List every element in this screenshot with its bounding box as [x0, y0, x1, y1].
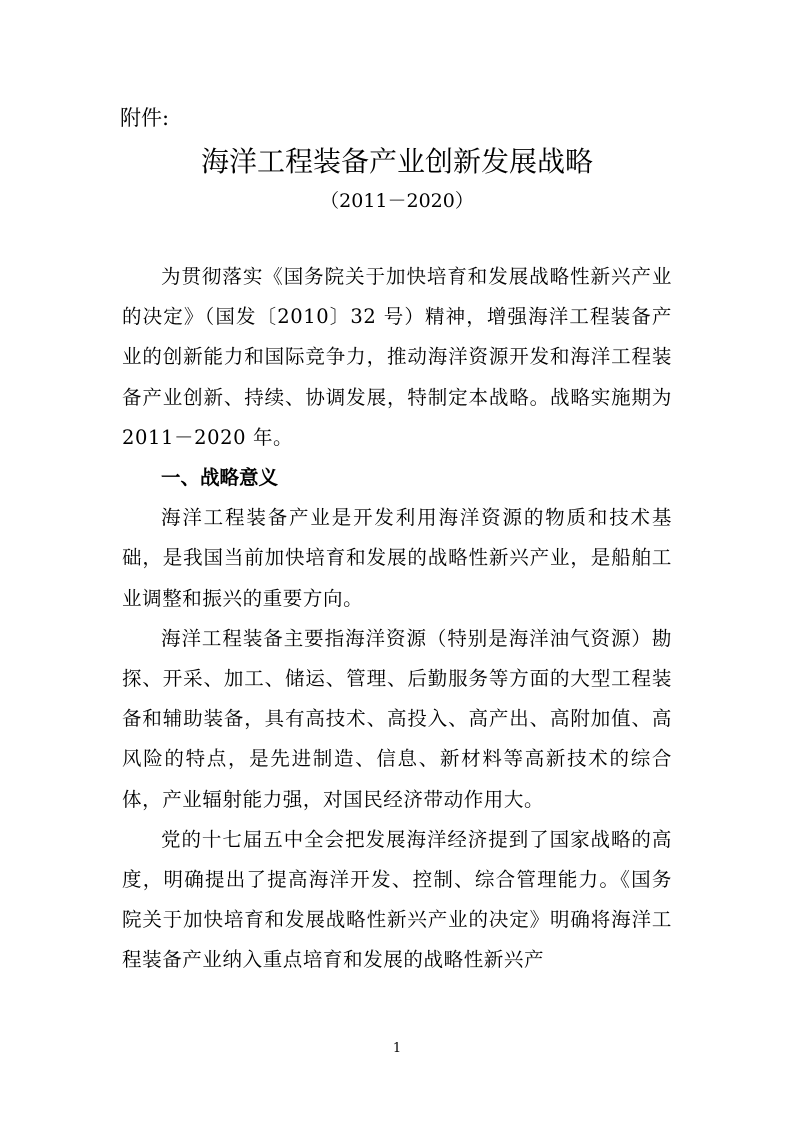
body-paragraph: 海洋工程装备产业是开发利用海洋资源的物质和技术基础，是我国当前加快培育和发展的战略性新兴产业，是船舶工业调整和振兴的重要方向。: [122, 506, 672, 610]
document-title: 海洋工程装备产业创新发展战略: [200, 145, 593, 178]
attachment-label: 附件:: [120, 106, 170, 130]
document-body: [122, 257, 672, 981]
body-paragraph: 党的十七届五中全会把发展海洋经济提到了国家战略的高度，明确提出了提高海洋开发、控制、综合管理能力。《国务院关于加快培育和发展战略性新兴产业的决定》明确将海洋工程装备产业纳入重点培育和发展的战略性新兴产: [122, 827, 672, 972]
intro-paragraph: 为贯彻落实《国务院关于加快培育和发展战略性新兴产业的决定》（国发〔2010〕32 号）精神，增强海洋工程装备产业的创新能力和国际竞争力，推动海洋资源开发和海洋工程装备产业创新、持续、协调发展，特制定本战略。战略实施期为 2011－2020 年。: [122, 265, 672, 449]
page-number: 1: [392, 1041, 402, 1056]
document-subtitle: （2011－2020）: [320, 190, 474, 212]
section-heading-strategic-significance: 一、战略意义: [161, 466, 279, 490]
body-paragraph: 海洋工程装备主要指海洋资源（特别是海洋油气资源）勘探、开采、加工、储运、管理、后勤服务等方面的大型工程装备和辅助装备，具有高技术、高投入、高产出、高附加值、高风险的特点，是先进制造、信息、新材料等高新技术的综合体，产业辐射能力强，对国民经济带动作用大。: [122, 626, 672, 811]
